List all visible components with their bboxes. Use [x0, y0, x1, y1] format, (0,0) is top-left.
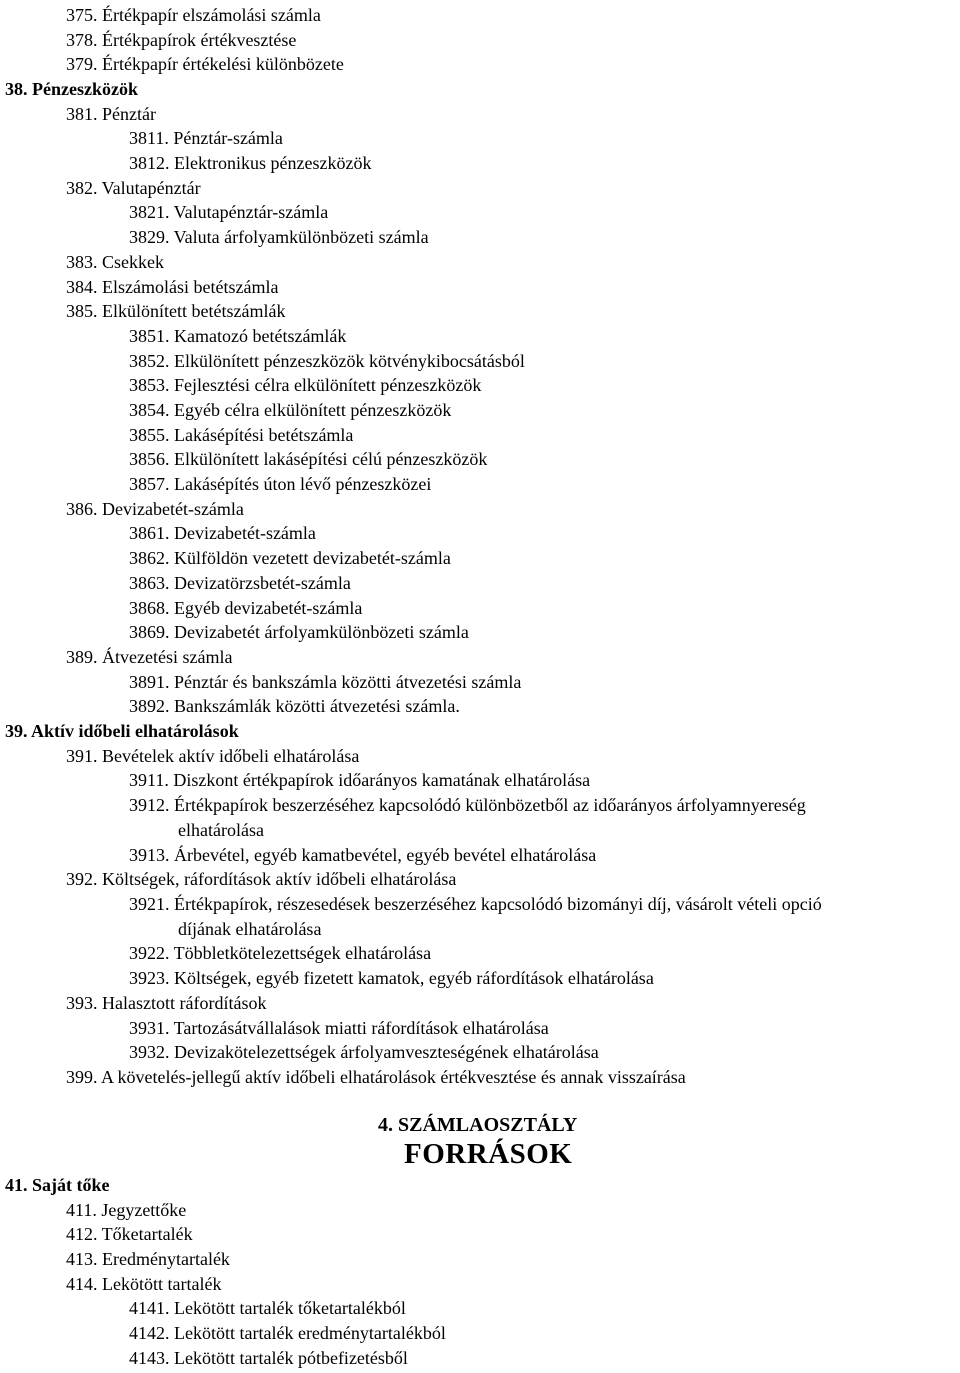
account-group-heading: 38. Pénzeszközök — [5, 79, 138, 99]
account-line: 383. Csekkek — [66, 252, 164, 272]
account-line: 4143. Lekötött tartalék pótbefizetésből — [129, 1348, 408, 1368]
account-line: 3911. Diszkont értékpapírok időarányos kamatának elhatárolása — [129, 770, 591, 790]
account-line: 381. Pénztár — [66, 104, 156, 124]
account-line: 385. Elkülönített betétszámlák — [66, 301, 286, 321]
account-line: 3921. Értékpapírok, részesedések beszerzéséhez kapcsolódó bizományi díj, vásárolt vételi opció — [129, 894, 822, 914]
account-line: 3853. Fejlesztési célra elkülönített pénzeszközök — [129, 375, 482, 395]
account-line: 4141. Lekötött tartalék tőketartalékból — [129, 1298, 406, 1318]
account-line: 391. Bevételek aktív időbeli elhatárolása — [66, 746, 360, 766]
section-title: 4. SZÁMLAOSZTÁLY — [378, 1114, 578, 1136]
account-line: 386. Devizabetét-számla — [66, 499, 244, 519]
account-line: 3932. Devizakötelezettségek árfolyamveszteségének elhatárolása — [129, 1042, 599, 1062]
account-line: 3861. Devizabetét-számla — [129, 523, 316, 543]
account-line-continuation: díjának elhatárolása — [178, 919, 322, 939]
account-line: 411. Jegyzettőke — [66, 1200, 187, 1220]
section-subtitle: FORRÁSOK — [404, 1138, 573, 1170]
account-line: 399. A követelés-jellegű aktív időbeli elhatárolások értékvesztése és annak visszaírása — [66, 1067, 686, 1087]
account-line: 382. Valutapénztár — [66, 178, 201, 198]
account-line-continuation: elhatárolása — [178, 820, 264, 840]
account-line: 3862. Külföldön vezetett devizabetét-számla — [129, 548, 451, 568]
account-line: 3856. Elkülönített lakásépítési célú pénzeszközök — [129, 449, 488, 469]
account-line: 3891. Pénztár és bankszámla közötti átvezetési számla — [129, 672, 522, 692]
account-line: 3829. Valuta árfolyamkülönbözeti számla — [129, 227, 429, 247]
account-line: 412. Tőketartalék — [66, 1224, 193, 1244]
account-line: 3892. Bankszámlák közötti átvezetési számla. — [129, 696, 460, 716]
account-line: 3857. Lakásépítés úton lévő pénzeszközei — [129, 474, 432, 494]
account-line: 3923. Költségek, egyéb fizetett kamatok, egyéb ráfordítások elhatárolása — [129, 968, 654, 988]
account-group-heading: 39. Aktív időbeli elhatárolások — [5, 721, 239, 741]
account-line: 3863. Devizatörzsbetét-számla — [129, 573, 351, 593]
account-line: 378. Értékpapírok értékvesztése — [66, 30, 297, 50]
account-line: 389. Átvezetési számla — [66, 647, 233, 667]
account-line: 375. Értékpapír elszámolási számla — [66, 5, 321, 25]
account-line: 3855. Lakásépítési betétszámla — [129, 425, 354, 445]
account-line: 3912. Értékpapírok beszerzéséhez kapcsolódó különbözetből az időarányos árfolyamnyereség — [129, 795, 806, 815]
account-line: 3852. Elkülönített pénzeszközök kötvénykibocsátásból — [129, 351, 525, 371]
account-line: 3811. Pénztár-számla — [129, 128, 283, 148]
account-line: 3854. Egyéb célra elkülönített pénzeszközök — [129, 400, 452, 420]
account-line: 3868. Egyéb devizabetét-számla — [129, 598, 363, 618]
account-line: 392. Költségek, ráfordítások aktív időbeli elhatárolása — [66, 869, 457, 889]
account-line: 414. Lekötött tartalék — [66, 1274, 222, 1294]
account-line: 384. Elszámolási betétszámla — [66, 277, 279, 297]
account-line: 3851. Kamatozó betétszámlák — [129, 326, 347, 346]
account-line: 3922. Többletkötelezettségek elhatárolása — [129, 943, 432, 963]
account-line: 3913. Árbevétel, egyéb kamatbevétel, egyéb bevétel elhatárolása — [129, 845, 597, 865]
account-line: 3821. Valutapénztár-számla — [129, 202, 329, 222]
account-line: 3812. Elektronikus pénzeszközök — [129, 153, 372, 173]
account-line: 413. Eredménytartalék — [66, 1249, 230, 1269]
account-line: 393. Halasztott ráfordítások — [66, 993, 267, 1013]
account-line: 3869. Devizabetét árfolyamkülönbözeti számla — [129, 622, 469, 642]
account-line: 379. Értékpapír értékelési különbözete — [66, 54, 344, 74]
account-line: 4142. Lekötött tartalék eredménytartalékból — [129, 1323, 446, 1343]
account-line: 3931. Tartozásátvállalások miatti ráfordítások elhatárolása — [129, 1018, 549, 1038]
account-group-heading: 41. Saját tőke — [5, 1175, 110, 1195]
